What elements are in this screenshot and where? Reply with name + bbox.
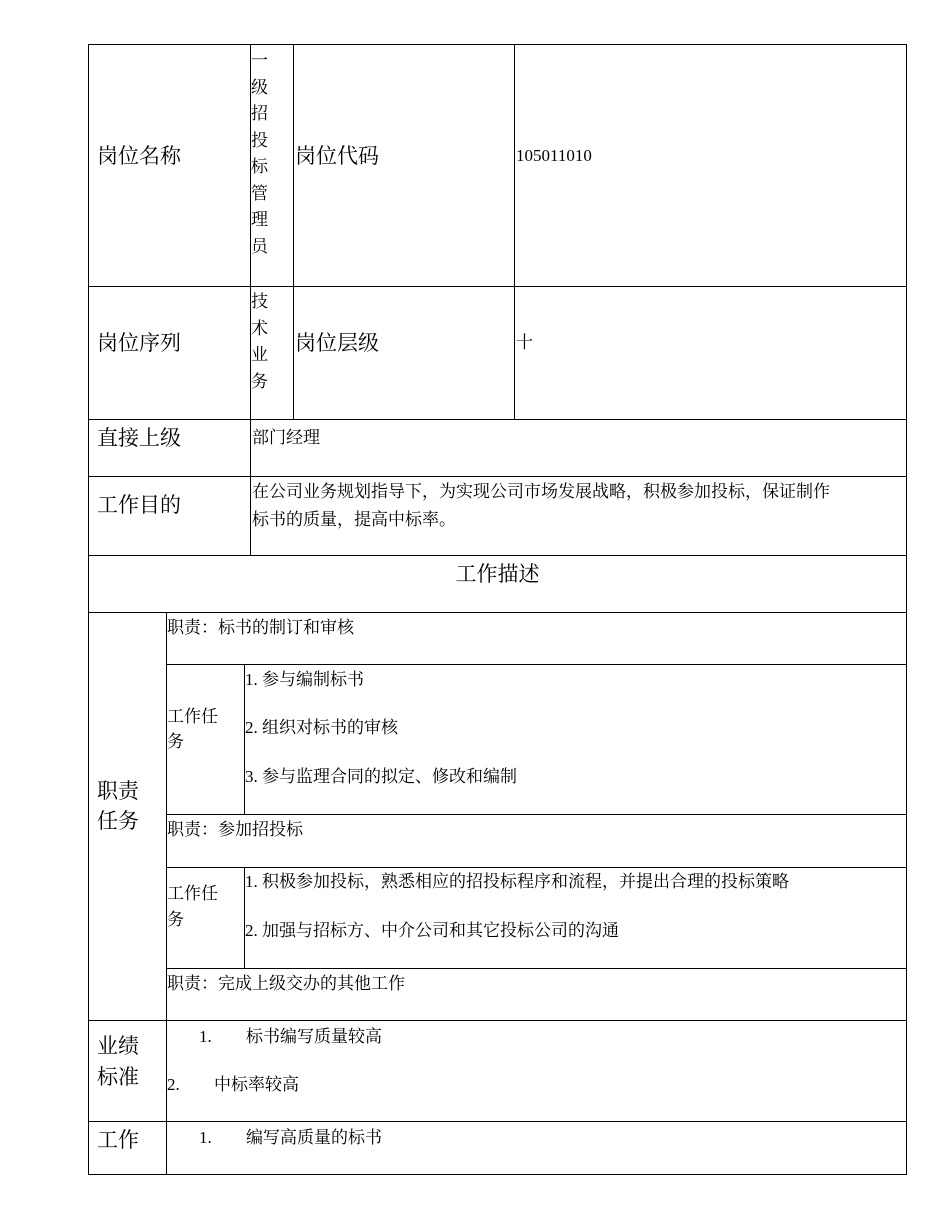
duty3-title: 职责：完成上级交办的其他工作 bbox=[167, 974, 405, 993]
duty1-task: 3. 参与监理合同的拟定、修改和编制 bbox=[245, 767, 517, 786]
border bbox=[88, 476, 907, 477]
border bbox=[88, 44, 907, 45]
supervisor-value: 部门经理 bbox=[252, 428, 320, 447]
post-name-label: 岗位名称 bbox=[97, 144, 181, 168]
border bbox=[88, 419, 907, 420]
border bbox=[166, 968, 907, 969]
duty1-task: 2. 组织对标书的审核 bbox=[245, 718, 398, 737]
performance-label-line2: 标准 bbox=[97, 1065, 139, 1089]
duty2-task: 2. 加强与招标方、中介公司和其它投标公司的沟通 bbox=[245, 921, 619, 940]
duties-label-line2: 任务 bbox=[97, 809, 139, 833]
border bbox=[88, 1174, 907, 1175]
border bbox=[88, 612, 907, 613]
post-sequence-label: 岗位序列 bbox=[97, 331, 181, 355]
border bbox=[88, 1121, 907, 1122]
performance-label-line1: 业绩 bbox=[97, 1034, 139, 1058]
post-name-value: 一级招投标管理员 bbox=[251, 51, 268, 256]
work-item-number: 1. bbox=[199, 1128, 212, 1147]
duty1-task-label-line2: 务 bbox=[167, 732, 184, 751]
performance-item-text: 标书编写质量较高 bbox=[246, 1027, 382, 1046]
work-item-text: 编写高质量的标书 bbox=[246, 1128, 382, 1147]
post-level-label: 岗位层级 bbox=[295, 331, 379, 355]
work-label: 工作 bbox=[97, 1128, 139, 1152]
post-code-label: 岗位代码 bbox=[295, 144, 379, 168]
supervisor-label: 直接上级 bbox=[97, 426, 181, 450]
post-code-value: 105011010 bbox=[516, 146, 592, 165]
performance-item-number: 2. bbox=[167, 1075, 180, 1094]
border bbox=[293, 44, 294, 420]
border bbox=[166, 664, 907, 665]
border bbox=[514, 44, 515, 420]
purpose-label: 工作目的 bbox=[97, 493, 181, 517]
border bbox=[166, 814, 907, 815]
duties-label-line1: 职责 bbox=[97, 779, 139, 803]
duty2-task-label-line2: 务 bbox=[167, 910, 184, 929]
performance-item-number: 1. bbox=[199, 1027, 212, 1046]
border bbox=[88, 44, 89, 1175]
description-header: 工作描述 bbox=[455, 562, 540, 586]
duty1-task: 1. 参与编制标书 bbox=[245, 670, 364, 689]
duty1-task-label-line1: 工作任 bbox=[167, 707, 218, 726]
purpose-text-line1: 在公司业务规划指导下，为实现公司市场发展战略，积极参加投标，保证制作 bbox=[252, 482, 830, 501]
border bbox=[166, 867, 907, 868]
purpose-text-line2: 标书的质量，提高中标率。 bbox=[252, 510, 456, 529]
duty2-task: 1. 积极参加投标，熟悉相应的招投标程序和流程，并提出合理的投标策略 bbox=[245, 872, 789, 891]
duty2-task-label-line1: 工作任 bbox=[167, 884, 218, 903]
duty1-title: 职责：标书的制订和审核 bbox=[167, 618, 354, 637]
post-sequence-value: 技术业务 bbox=[251, 292, 268, 391]
border bbox=[88, 555, 907, 556]
duty2-title: 职责：参加招投标 bbox=[167, 820, 303, 839]
border bbox=[88, 1020, 907, 1021]
border bbox=[88, 286, 907, 287]
post-level-value: 十 bbox=[516, 333, 533, 352]
performance-item-text: 中标率较高 bbox=[214, 1075, 299, 1094]
border bbox=[906, 44, 907, 1175]
